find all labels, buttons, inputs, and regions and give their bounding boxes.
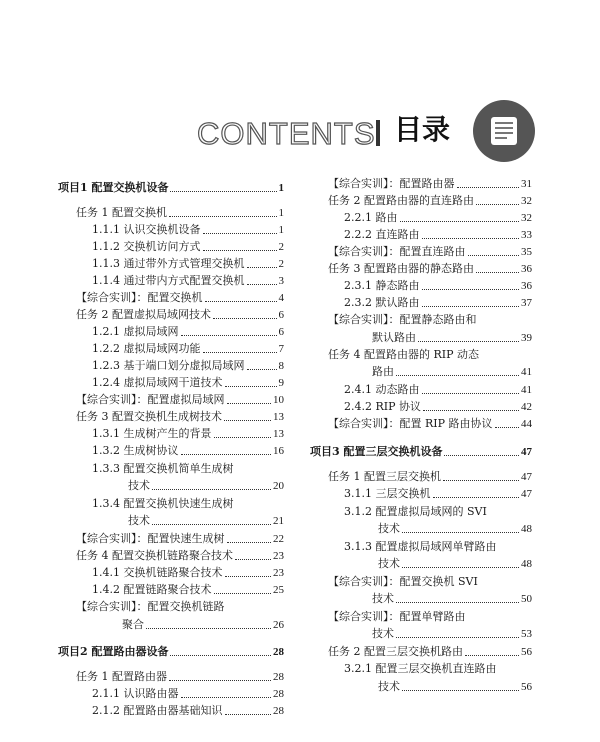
toc-entry-page: 47 (521, 488, 532, 500)
toc-entry[interactable] (58, 582, 284, 598)
toc-entry-page: 10 (273, 394, 284, 406)
toc-header (0, 96, 600, 176)
toc-entry[interactable] (310, 278, 532, 294)
toc-entry-page: 13 (273, 428, 284, 440)
toc-entry-leader (495, 426, 519, 428)
toc-entry-leader (225, 713, 272, 715)
toc-entry-leader (423, 409, 519, 411)
toc-entry-page: 8 (278, 360, 284, 372)
toc-entry-page: 41 (521, 384, 532, 396)
toc-entry-leader (396, 601, 519, 603)
toc-entry-label: 【综合实训】：配置虚拟局域网 (76, 393, 225, 406)
toc-entry-page: 35 (521, 246, 532, 258)
toc-entry-leader (169, 215, 277, 217)
toc-entry-leader (170, 190, 276, 192)
toc-entry[interactable] (310, 504, 532, 520)
toc-entry-leader (468, 254, 520, 256)
toc-entry-page: 28 (273, 688, 284, 700)
toc-entry-page: 28 (273, 646, 284, 658)
toc-entry[interactable] (310, 626, 532, 642)
toc-entry[interactable] (58, 273, 284, 289)
toc-entry-leader (181, 334, 277, 336)
toc-entry-page: 48 (521, 558, 532, 570)
toc-entry[interactable] (58, 617, 284, 633)
toc-entry[interactable] (58, 409, 284, 425)
toc-entry-label: 任务 2 配置路由器的直连路由 (328, 194, 474, 207)
toc-entry-label: 1.4.2 配置链路聚合技术 (92, 583, 212, 596)
toc-entry-page: 23 (273, 567, 284, 579)
toc-entry-page: 33 (521, 229, 532, 241)
toc-entry-page: 28 (273, 705, 284, 717)
toc-entry[interactable] (310, 556, 532, 572)
toc-entry-page: 31 (521, 178, 532, 190)
toc-entry-leader (181, 453, 272, 455)
toc-entry-label: 路由 (372, 365, 394, 378)
toc-entry-label: 1.1.3 通过带外方式管理交换机 (92, 257, 245, 270)
toc-entry[interactable] (310, 312, 532, 328)
toc-entry[interactable] (58, 358, 284, 374)
title-separator (376, 120, 380, 146)
toc-entry-page: 9 (278, 377, 284, 389)
toc-entry[interactable] (58, 478, 284, 494)
toc-entry[interactable] (310, 295, 532, 311)
toc-entry-label: 2.1.2 配置路由器基础知识 (92, 704, 223, 717)
toc-entry[interactable] (310, 444, 532, 460)
toc-entry-leader (422, 392, 520, 394)
page-title: 目录 (394, 113, 451, 146)
toc-entry-label: 3.1.2 配置虚拟局域网的 SVI (344, 505, 487, 518)
toc-entry-label: 1.3.1 生成树产生的背景 (92, 427, 212, 440)
toc-entry-page: 1 (278, 182, 284, 194)
toc-entry[interactable] (58, 290, 284, 306)
toc-entry-label: 任务 1 配置三层交换机 (328, 470, 441, 483)
toc-entry[interactable] (58, 426, 284, 442)
toc-entry[interactable] (310, 364, 532, 380)
toc-entry-leader (227, 541, 272, 543)
toc-entry-leader (247, 368, 277, 370)
toc-entry-page: 41 (521, 366, 532, 378)
toc-entry[interactable] (58, 686, 284, 702)
toc-entry-label: 2.4.1 动态路由 (344, 383, 420, 396)
toc-entry[interactable] (310, 227, 532, 243)
toc-entry-label: 技术 (372, 592, 394, 605)
toc-entry[interactable] (310, 521, 532, 537)
toc-entry-page: 47 (521, 446, 532, 458)
toc-entry[interactable] (58, 565, 284, 581)
toc-entry-label: 1.2.2 虚拟局域网功能 (92, 342, 201, 355)
toc-entry[interactable] (310, 176, 532, 192)
toc-entry-page: 3 (278, 275, 284, 287)
toc-entry-label: 1.2.3 基于端口划分虚拟局域网 (92, 359, 245, 372)
toc-entry-leader (225, 575, 272, 577)
toc-entry-page: 56 (521, 646, 532, 658)
toc-entry-page: 44 (521, 418, 532, 430)
toc-entry-leader (247, 266, 277, 268)
toc-entry-leader (227, 402, 272, 404)
toc-entry-label: 2.1.1 认识路由器 (92, 687, 179, 700)
toc-entry-label: 【综合实训】：配置路由器 (328, 177, 455, 190)
toc-entry-leader (225, 385, 277, 387)
toc-entry-label: 默认路由 (372, 331, 416, 344)
toc-entry-label: 2.2.1 路由 (344, 211, 398, 224)
toc-entry-page: 23 (273, 550, 284, 562)
toc-entry[interactable] (310, 382, 532, 398)
toc-entry[interactable] (58, 205, 284, 221)
toc-entry-page: 32 (521, 195, 532, 207)
toc-entry-page: 7 (278, 343, 284, 355)
toc-entry[interactable] (310, 347, 532, 363)
toc-entry[interactable] (310, 486, 532, 502)
toc-entry[interactable] (310, 244, 532, 260)
toc-entry[interactable] (58, 644, 284, 660)
toc-entry[interactable] (58, 513, 284, 529)
toc-entry-leader (422, 288, 520, 290)
toc-entry-page: 50 (521, 593, 532, 605)
toc-entry-label: 3.1.3 配置虚拟局域网单臂路由 (344, 540, 497, 553)
toc-entry-leader (235, 558, 271, 560)
toc-entry-label: 技术 (372, 627, 394, 640)
toc-entry-leader (203, 351, 277, 353)
contents-heading: CONTENTS (197, 116, 376, 151)
toc-entry-label: 【综合实训】：配置直连路由 (328, 245, 466, 258)
toc-entry[interactable] (310, 210, 532, 226)
toc-entry[interactable] (310, 261, 532, 277)
toc-entry-leader (214, 592, 272, 594)
toc-entry-leader (396, 374, 519, 376)
toc-entry-leader (224, 419, 271, 421)
toc-entry-leader (402, 566, 519, 568)
toc-entry[interactable] (58, 599, 284, 615)
toc-entry-leader (396, 636, 519, 638)
toc-entry-leader (476, 203, 519, 205)
toc-entry-page: 39 (521, 332, 532, 344)
toc-entry[interactable] (58, 703, 284, 719)
toc-entry[interactable] (310, 591, 532, 607)
toc-entry-leader (203, 232, 277, 234)
toc-entry-leader (444, 454, 519, 456)
toc-entry-label: 【综合实训】：配置 RIP 路由协议 (328, 417, 493, 430)
toc-entry-page: 22 (273, 533, 284, 545)
toc-entry-label: 任务 2 配置三层交换机路由 (328, 645, 463, 658)
toc-entry-label: 任务 1 配置路由器 (76, 670, 167, 683)
toc-entry-leader (400, 220, 520, 222)
toc-entry[interactable] (310, 539, 532, 555)
toc-entry[interactable] (310, 661, 532, 677)
toc-entry[interactable] (310, 609, 532, 625)
toc-entry-leader (457, 186, 520, 188)
toc-entry-label: 3.1.1 三层交换机 (344, 487, 431, 500)
toc-entry-label: 1.2.4 虚拟局域网干道技术 (92, 376, 223, 389)
toc-entry-leader (422, 305, 520, 307)
toc-entry-label: 【综合实训】：配置静态路由和 (328, 313, 477, 326)
toc-entry-page: 42 (521, 401, 532, 413)
toc-entry-label: 技术 (128, 479, 150, 492)
toc-entry-page: 21 (273, 515, 284, 527)
toc-entry-leader (418, 340, 519, 342)
toc-entry-label: 技术 (128, 514, 150, 527)
toc-entry-page: 28 (273, 671, 284, 683)
toc-entry-label: 1.3.4 配置交换机快速生成树 (92, 497, 234, 510)
toc-entry-page: 2 (278, 258, 284, 270)
toc-entry-label: 任务 4 配置交换机链路聚合技术 (76, 549, 233, 562)
toc-entry-leader (433, 496, 520, 498)
toc-entry[interactable] (310, 644, 532, 660)
toc-entry-label: 【综合实训】：配置交换机链路 (76, 600, 225, 613)
toc-entry[interactable] (58, 341, 284, 357)
toc-entry-page: 37 (521, 297, 532, 309)
toc-entry-label: 1.1.4 通过带内方式配置交换机 (92, 274, 245, 287)
toc-entry-leader (214, 436, 272, 438)
toc-entry-label: 【综合实训】：配置快速生成树 (76, 532, 225, 545)
toc-entry[interactable] (58, 496, 284, 512)
toc-entry-page: 26 (273, 619, 284, 631)
toc-entry[interactable] (58, 324, 284, 340)
toc-entry-leader (402, 531, 519, 533)
toc-entry-leader (476, 271, 519, 273)
toc-entry-label: 【综合实训】：配置单臂路由 (328, 610, 466, 623)
toc-entry-page: 6 (278, 309, 284, 321)
toc-entry-leader (152, 523, 271, 525)
toc-entry-page: 36 (521, 263, 532, 275)
toc-entry-page: 56 (521, 681, 532, 693)
toc-entry[interactable] (58, 392, 284, 408)
toc-entry-leader (205, 300, 277, 302)
toc-entry[interactable] (310, 416, 532, 432)
toc-entry-leader (146, 627, 271, 629)
toc-entry-label: 项目2 配置路由器设备 (58, 645, 169, 658)
toc-entry-leader (203, 249, 277, 251)
toc-entry-label: 任务 3 配置路由器的静态路由 (328, 262, 474, 275)
toc-entry-label: 项目1 配置交换机设备 (58, 181, 169, 194)
toc-entry-label: 2.4.2 RIP 协议 (344, 400, 422, 413)
toc-entry-label: 任务 2 配置虚拟局域网技术 (76, 308, 211, 321)
toc-entry-label: 2.3.1 静态路由 (344, 279, 420, 292)
toc-entry-label: 技术 (378, 522, 400, 535)
toc-entry[interactable] (58, 443, 284, 459)
toc-entry[interactable] (58, 548, 284, 564)
document-icon (490, 116, 518, 146)
toc-entry[interactable] (310, 469, 532, 485)
toc-entry-label: 3.2.1 配置三层交换机直连路由 (344, 662, 497, 675)
toc-entry-label: 1.1.1 认识交换机设备 (92, 223, 201, 236)
toc-entry-page: 6 (278, 326, 284, 338)
toc-entry[interactable] (310, 330, 532, 346)
toc-entry[interactable] (58, 239, 284, 255)
toc-entry-label: 技术 (378, 557, 400, 570)
toc-entry[interactable] (310, 193, 532, 209)
toc-entry-page: 47 (521, 471, 532, 483)
toc-entry-leader (152, 488, 271, 490)
toc-entry[interactable] (58, 531, 284, 547)
toc-entry-label: 1.2.1 虚拟局域网 (92, 325, 179, 338)
toc-entry-label: 任务 4 配置路由器的 RIP 动态 (328, 348, 480, 361)
toc-entry-label: 2.2.2 直连路由 (344, 228, 420, 241)
toc-entry[interactable] (310, 399, 532, 415)
toc-entry-page: 2 (278, 241, 284, 253)
toc-entry[interactable] (58, 669, 284, 685)
toc-entry-page: 36 (521, 280, 532, 292)
toc-entry-page: 25 (273, 584, 284, 596)
toc-entry[interactable] (58, 222, 284, 238)
toc-entry-label: 聚合 (122, 618, 144, 631)
toc-entry-page: 4 (278, 292, 284, 304)
toc-entry-label: 【综合实训】：配置交换机 (76, 291, 203, 304)
toc-entry-leader (213, 317, 277, 319)
toc-entry-page: 13 (273, 411, 284, 423)
toc-entry-leader (465, 654, 519, 656)
toc-entry-label: 任务 1 配置交换机 (76, 206, 167, 219)
toc-entry[interactable] (58, 375, 284, 391)
toc-entry-label: 1.4.1 交换机链路聚合技术 (92, 566, 223, 579)
toc-entry-leader (402, 689, 519, 691)
toc-entry-label: 【综合实训】：配置交换机 SVI (328, 575, 478, 588)
toc-entry[interactable] (310, 574, 532, 590)
toc-entry-label: 项目3 配置三层交换机设备 (310, 445, 443, 458)
toc-entry-page: 53 (521, 628, 532, 640)
toc-entry[interactable] (58, 180, 284, 196)
toc-entry-leader (247, 283, 277, 285)
toc-entry-label: 技术 (378, 680, 400, 693)
toc-entry-label: 任务 3 配置交换机生成树技术 (76, 410, 222, 423)
toc-entry-label: 2.3.2 默认路由 (344, 296, 420, 309)
toc-entry-leader (170, 654, 271, 656)
toc-entry-leader (181, 696, 272, 698)
toc-entry-page: 1 (278, 224, 284, 236)
toc-entry[interactable] (58, 461, 284, 477)
toc-entry[interactable] (310, 679, 532, 695)
toc-entry-label: 1.3.2 生成树协议 (92, 444, 179, 457)
document-badge (473, 100, 535, 162)
toc-entry-page: 32 (521, 212, 532, 224)
toc-entry-page: 16 (273, 445, 284, 457)
toc-entry-label: 1.3.3 配置交换机简单生成树 (92, 462, 234, 475)
toc-entry-label: 1.1.2 交换机访问方式 (92, 240, 201, 253)
toc-entry[interactable] (58, 307, 284, 323)
toc-entry-leader (169, 679, 271, 681)
toc-entry[interactable] (58, 256, 284, 272)
toc-entry-leader (422, 237, 520, 239)
toc-entry-page: 48 (521, 523, 532, 535)
toc-entry-page: 1 (278, 207, 284, 219)
toc-entry-leader (443, 479, 519, 481)
toc-entry-page: 20 (273, 480, 284, 492)
